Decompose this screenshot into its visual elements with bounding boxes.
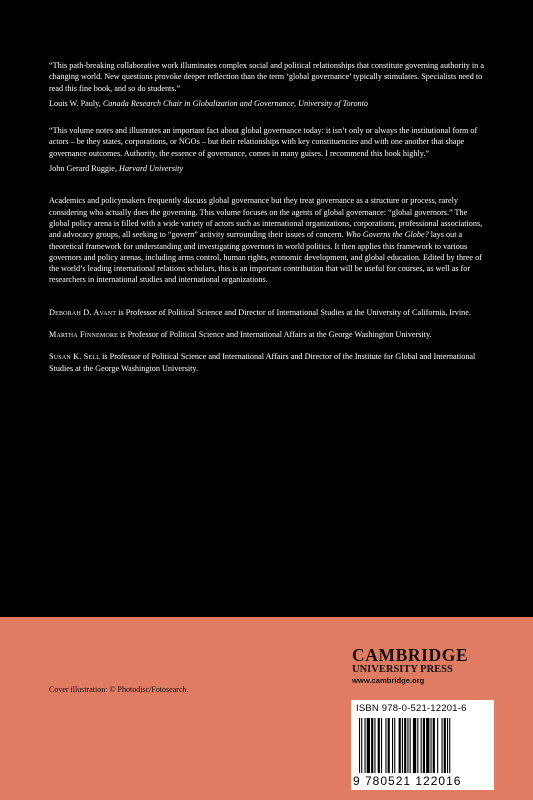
barcode-bar [385,718,386,773]
barcode-bar [447,718,448,773]
quote-author: John Gerard Ruggie, [49,164,117,174]
publisher-name: CAMBRIDGE [352,645,469,665]
barcode-graphic [359,718,489,773]
barcode-bar [361,718,362,773]
barcode-bar [378,718,380,773]
bio-name: Martha Finnemore [49,330,119,340]
quote-text: “This volume notes and illustrates an important fact about global governance today: it isn’t only or always the institutional form of actors – be they states, corporations, or NGOs – but their relationships with key constituencies and with one another that shape governance outcomes. Authority, the essence of governance, comes in many guises. I recommend this book highly.” [49,126,478,158]
barcode-bar [404,718,406,773]
cover-text [49,60,489,374]
barcode-bar [433,718,435,773]
quote-author: Louis W. Pauly, [49,98,101,108]
bio-text: is Professor of Political Science and Director of International Studies at the University of California, Irvine. [118,307,471,317]
quote-pauly [49,60,489,109]
isbn-label: ISBN 978-0-521-12201-6 [356,703,467,714]
barcode-bar [402,718,403,773]
publisher-logo [352,646,487,686]
barcode-bar [437,718,438,773]
barcode-bars [359,718,489,773]
bio-finnemore [49,329,489,340]
bio-sell [49,351,489,374]
barcode-bar [423,718,425,773]
barcode-bar [442,718,443,773]
barcode-bar [374,718,375,773]
barcode-bar [359,718,360,773]
cover-credit: Cover illustration: © Photodisc/Fotosearch. [49,685,189,694]
barcode-bar [367,718,370,773]
barcode-bar [365,718,366,773]
barcode-bar [413,718,416,773]
description-part1: Academics and policymakers frequently discuss global governance but they treat governance as a structure or process, rarely considering who actually does the governing. This volume focuses on the agents of global governance: “global governors.” The global policy arena is filled with a wide variety of actors such as international organizations, corporations, professional associations, and advocacy groups, all seeking to “govern” activity surrounding their issues of concern. [49,196,483,240]
bio-name: Susan K. Sell [49,352,101,362]
quote-attribution [49,98,489,109]
book-title: Who Governs the Globe? [345,230,429,240]
publisher-subname: UNIVERSITY PRESS [352,664,453,675]
bio-avant [49,307,489,318]
description-part2: lays out a theoretical framework for understanding and investigating governors in world politics. It then applies this framework to various governors and policy arenas, including arms control, human rights, economic development, and global education. Edited by three of the world’s leading international relations scholars, this is an important contribution that will be useful for courses, as well as for researchers in international studies and international organizations. [49,230,482,285]
publisher-url: www.cambridge.org [352,676,425,685]
barcode-bar [371,718,373,773]
barcode-bar [449,718,450,773]
barcode-bar [381,718,382,773]
quote-author-title: Harvard University [119,164,184,174]
barcode-bar [426,718,429,773]
barcode-bar [392,718,393,773]
barcode-bar [444,718,446,773]
barcode-bar [417,718,418,773]
barcode-bar [394,718,395,773]
book-description [49,195,489,285]
barcode-bar [421,718,422,773]
barcode-digits: 9 780521 122016 [353,774,462,788]
quote-text: “This path-breaking collaborative work illuminates complex social and political relationships that constitute governing authority in a changing world. New questions provoke deeper reflection than the term ‘global governance’ typically stimulates. Specialists need to read this fine book, and so do students.” [49,61,484,93]
quote-author-title: Canada Research Chair in Globalization and Governance, University of Toronto [102,98,369,108]
barcode-box [351,700,494,790]
barcode-bar [431,718,432,773]
barcode-bar [410,718,411,773]
quote-attribution [49,163,489,174]
barcode-bar [399,718,401,773]
quote-ruggie [49,125,489,174]
bio-text: is Professor of Political Science and International Affairs at the George Washington University. [120,330,432,340]
barcode-bar [388,718,390,773]
bio-name: Deborah D. Avant [49,307,117,317]
bio-text: is Professor of Political Science and International Affairs and Director of the Institute for Global and International Studies at the George Washington University. [49,352,476,373]
barcode-bar [407,718,408,773]
